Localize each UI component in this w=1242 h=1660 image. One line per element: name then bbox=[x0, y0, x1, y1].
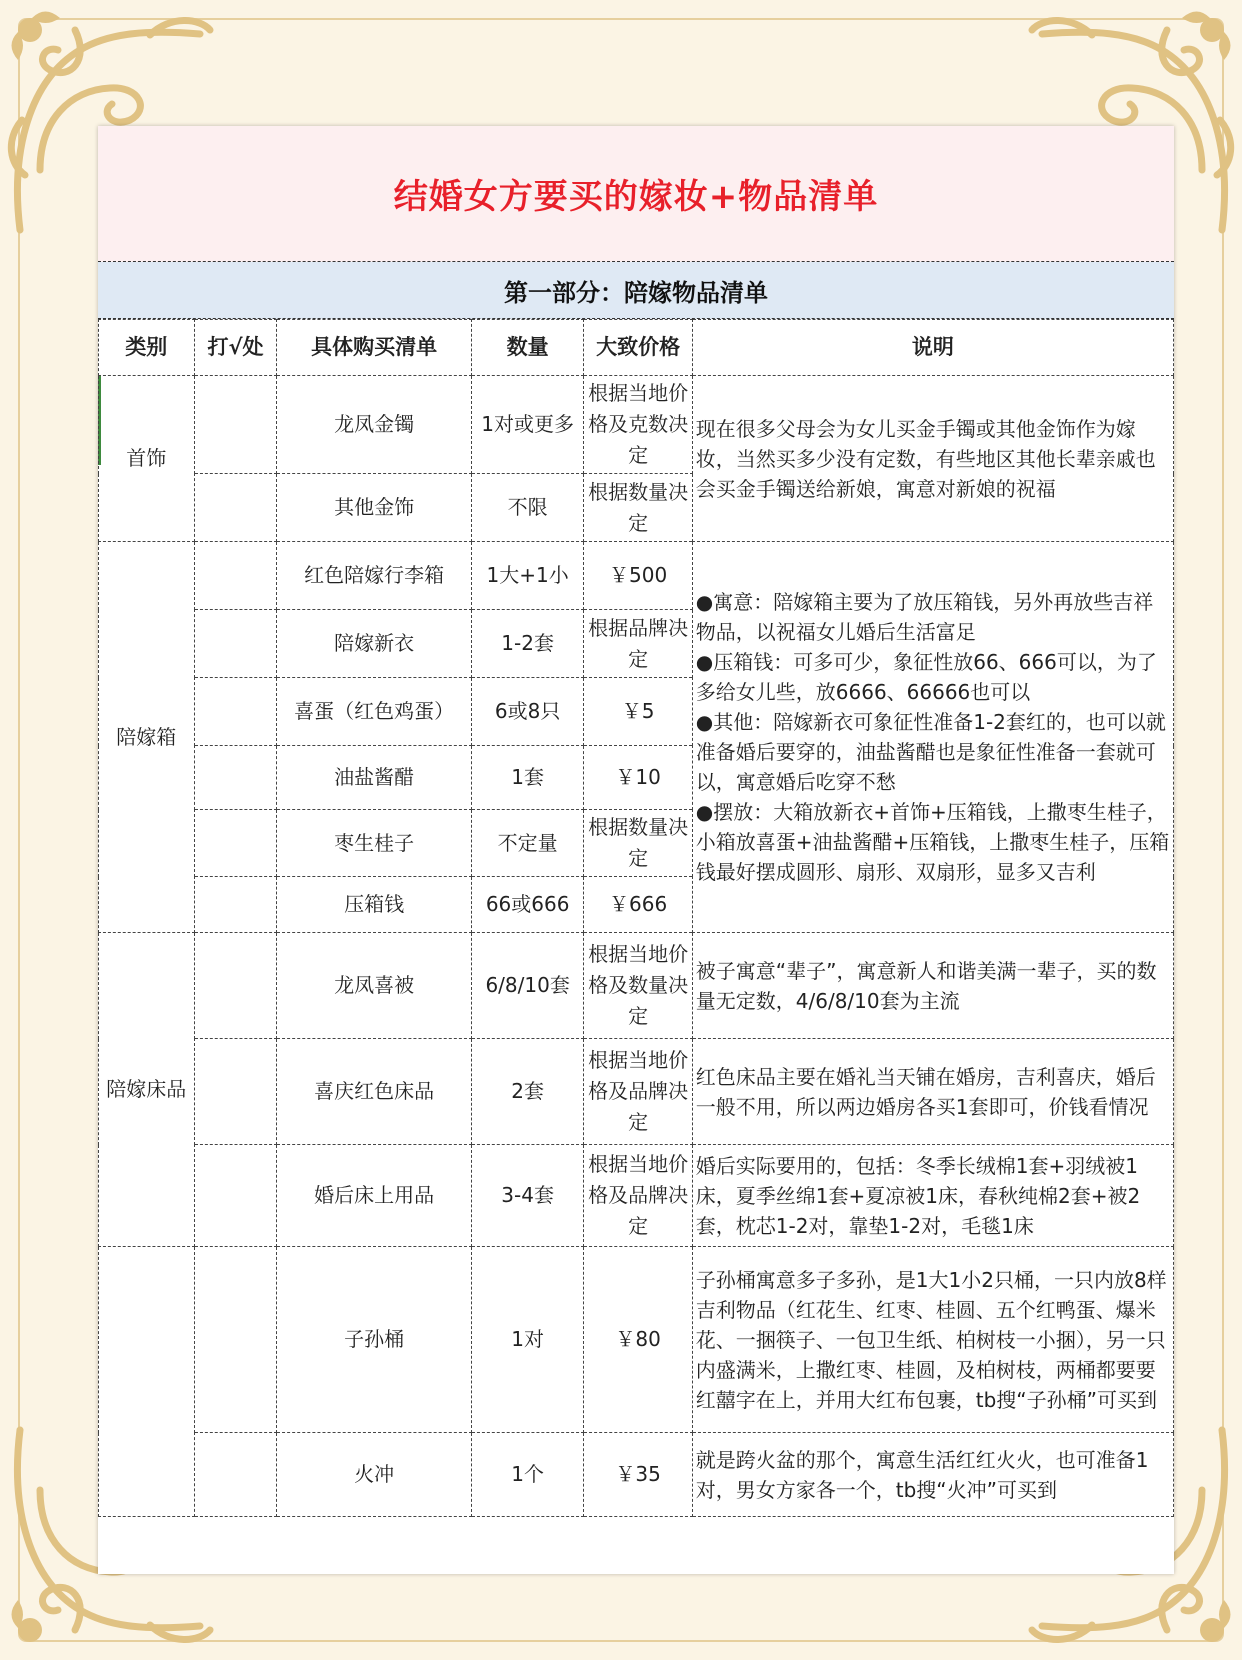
check-cell[interactable] bbox=[194, 877, 277, 933]
price-cell: 根据数量决定 bbox=[584, 474, 692, 542]
check-cell[interactable] bbox=[194, 376, 277, 474]
header-price: 大致价格 bbox=[584, 320, 692, 376]
item-cell: 陪嫁新衣 bbox=[277, 610, 471, 678]
section-header bbox=[98, 262, 1174, 319]
quantity-cell: 2套 bbox=[471, 1039, 584, 1145]
note-cell: 子孙桶寓意多子多孙，是1大1小2只桶，一只内放8样吉利物品（红花生、红枣、桂圆、五个红鸭蛋、爆米花、一捆筷子、一包卫生纸、柏树枝一小捆），另一只内盛满米，上撒红枣、桂圆，及柏树枝，两桶都要要红囍字在上，并用大红布包裹，tb搜“子孙桶”可买到 bbox=[692, 1247, 1173, 1433]
check-cell[interactable] bbox=[194, 1145, 277, 1247]
table-row bbox=[99, 1247, 1174, 1433]
title-bar bbox=[98, 126, 1174, 262]
check-cell[interactable] bbox=[194, 1247, 277, 1433]
price-cell: ￥5 bbox=[584, 678, 692, 746]
quantity-cell: 1对 bbox=[471, 1247, 584, 1433]
header-note: 说明 bbox=[692, 320, 1173, 376]
note-cell: 被子寓意“辈子”，寓意新人和谐美满一辈子，买的数量无定数，4/6/8/10套为主流 bbox=[692, 933, 1173, 1039]
quantity-cell: 1套 bbox=[471, 746, 584, 810]
category-cell: 首饰 bbox=[99, 376, 195, 542]
note-cell: 就是跨火盆的那个，寓意生活红红火火，也可准备1对，男女方家各一个，tb搜“火冲”可买到 bbox=[692, 1433, 1173, 1517]
item-cell: 油盐酱醋 bbox=[277, 746, 471, 810]
table-row bbox=[99, 933, 1174, 1039]
item-cell: 喜蛋（红色鸡蛋） bbox=[277, 678, 471, 746]
quantity-cell: 3-4套 bbox=[471, 1145, 584, 1247]
item-cell: 喜庆红色床品 bbox=[277, 1039, 471, 1145]
table-row bbox=[99, 376, 1174, 474]
spreadsheet bbox=[98, 126, 1174, 1574]
item-cell: 婚后床上用品 bbox=[277, 1145, 471, 1247]
item-cell: 红色陪嫁行李箱 bbox=[277, 542, 471, 610]
item-cell: 其他金饰 bbox=[277, 474, 471, 542]
category-cell: 陪嫁箱 bbox=[99, 542, 195, 933]
note-cell: 婚后实际要用的，包括：冬季长绒棉1套+羽绒被1床，夏季丝绵1套+夏凉被1床，春秋纯棉2套+被2套，枕芯1-2对，靠垫1-2对，毛毯1床 bbox=[692, 1145, 1173, 1247]
price-cell: ￥500 bbox=[584, 542, 692, 610]
header-category: 类别 bbox=[99, 320, 195, 376]
note-cell: 红色床品主要在婚礼当天铺在婚房，吉利喜庆，婚后一般不用，所以两边婚房各买1套即可，价钱看情况 bbox=[692, 1039, 1173, 1145]
price-cell: 根据当地价格及克数决定 bbox=[584, 376, 692, 474]
check-cell[interactable] bbox=[194, 933, 277, 1039]
price-cell: ￥35 bbox=[584, 1433, 692, 1517]
quantity-cell: 1个 bbox=[471, 1433, 584, 1517]
item-cell: 火冲 bbox=[277, 1433, 471, 1517]
note-cell: ●寓意：陪嫁箱主要为了放压箱钱，另外再放些吉祥物品，以祝福女儿婚后生活富足 ●压箱钱：可多可少，象征性放66、666可以，为了多给女儿些，放6666、66666也可以 ●其他：陪嫁新衣可象征性准备1-2套红的，也可以就准备婚后要穿的，油盐酱醋也是象征性准备一套就可以，寓意婚后吃穿不愁 ●摆放：大箱放新衣+首饰+压箱钱，上撒枣生桂子，小箱放喜蛋+油盐酱醋+压箱钱，上撒枣生桂子，压箱钱最好摆成圆形、扇形、双扇形，显多又吉利 bbox=[692, 542, 1173, 933]
header-quantity: 数量 bbox=[471, 320, 584, 376]
item-cell: 龙凤金镯 bbox=[277, 376, 471, 474]
header-item: 具体购买清单 bbox=[277, 320, 471, 376]
item-cell: 枣生桂子 bbox=[277, 810, 471, 877]
item-cell: 子孙桶 bbox=[277, 1247, 471, 1433]
section-title: 第一部分：陪嫁物品清单 bbox=[504, 278, 768, 307]
quantity-cell: 6或8只 bbox=[471, 678, 584, 746]
item-table bbox=[98, 319, 1174, 1517]
table-row bbox=[99, 1433, 1174, 1517]
quantity-cell: 1-2套 bbox=[471, 610, 584, 678]
check-cell[interactable] bbox=[194, 474, 277, 542]
check-cell[interactable] bbox=[194, 1433, 277, 1517]
check-cell[interactable] bbox=[194, 810, 277, 877]
price-cell: 根据当地价格及品牌决定 bbox=[584, 1039, 692, 1145]
category-cell bbox=[99, 1247, 195, 1517]
price-cell: ￥10 bbox=[584, 746, 692, 810]
price-cell: 根据当地价格及数量决定 bbox=[584, 933, 692, 1039]
price-cell: 根据数量决定 bbox=[584, 810, 692, 877]
page-title: 结婚女方要买的嫁妆+物品清单 bbox=[393, 177, 879, 217]
item-cell: 龙凤喜被 bbox=[277, 933, 471, 1039]
note-cell: 现在很多父母会为女儿买金手镯或其他金饰作为嫁妆，当然买多少没有定数，有些地区其他长辈亲戚也会买金手镯送给新娘，寓意对新娘的祝福 bbox=[692, 376, 1173, 542]
category-cell: 陪嫁床品 bbox=[99, 933, 195, 1247]
check-cell[interactable] bbox=[194, 678, 277, 746]
price-cell: ￥80 bbox=[584, 1247, 692, 1433]
table-row bbox=[99, 1145, 1174, 1247]
quantity-cell: 不定量 bbox=[471, 810, 584, 877]
quantity-cell: 1大+1小 bbox=[471, 542, 584, 610]
price-cell: 根据品牌决定 bbox=[584, 610, 692, 678]
price-cell: 根据当地价格及品牌决定 bbox=[584, 1145, 692, 1247]
header-check: 打√处 bbox=[194, 320, 277, 376]
check-cell[interactable] bbox=[194, 610, 277, 678]
price-cell: ￥666 bbox=[584, 877, 692, 933]
table-row bbox=[99, 1039, 1174, 1145]
quantity-cell: 不限 bbox=[471, 474, 584, 542]
check-cell[interactable] bbox=[194, 542, 277, 610]
quantity-cell: 66或666 bbox=[471, 877, 584, 933]
check-cell[interactable] bbox=[194, 746, 277, 810]
table-row bbox=[99, 542, 1174, 610]
table-header-row bbox=[99, 320, 1174, 376]
check-cell[interactable] bbox=[194, 1039, 277, 1145]
quantity-cell: 6/8/10套 bbox=[471, 933, 584, 1039]
item-cell: 压箱钱 bbox=[277, 877, 471, 933]
quantity-cell: 1对或更多 bbox=[471, 376, 584, 474]
